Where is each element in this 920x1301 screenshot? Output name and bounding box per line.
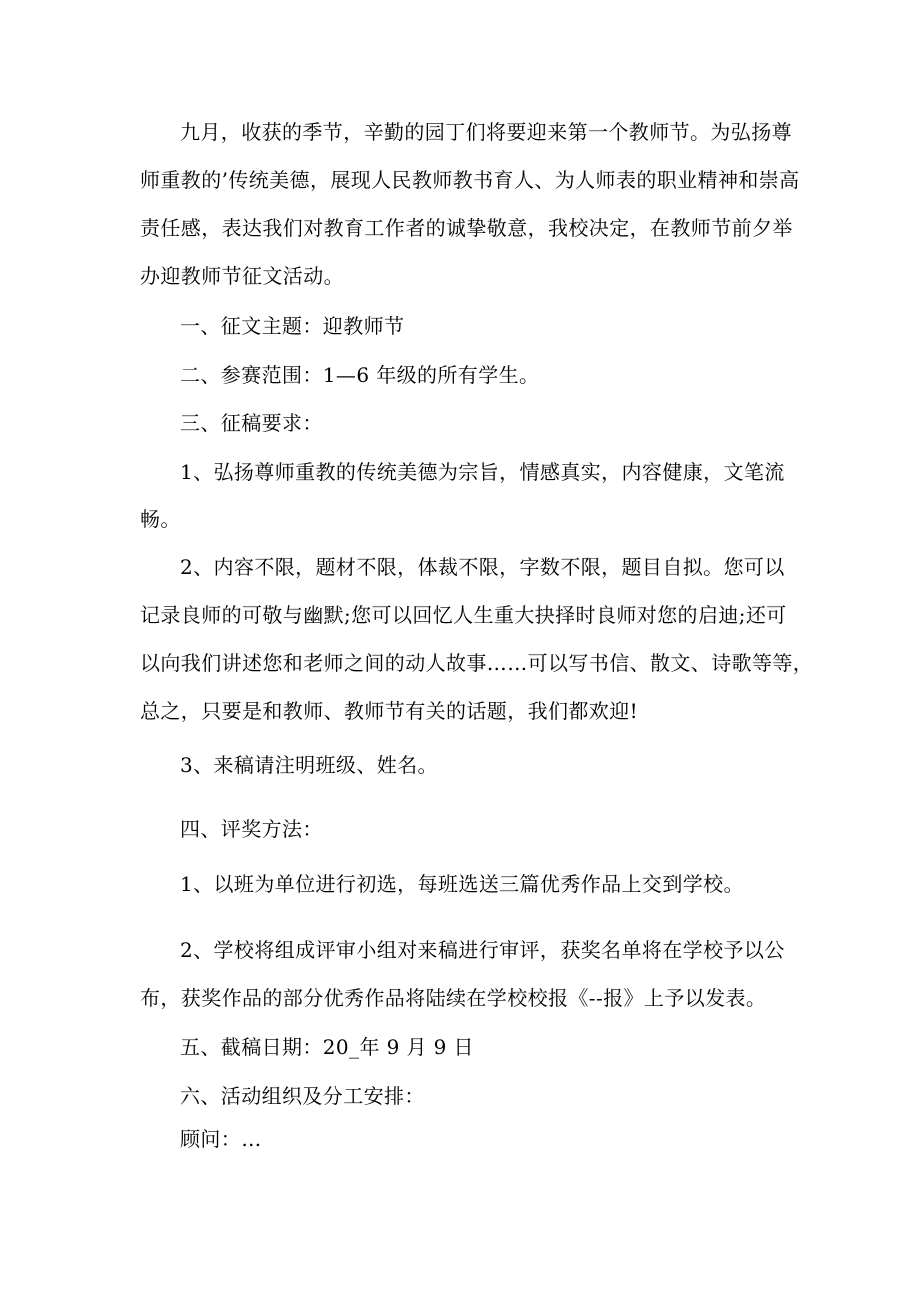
award-rule-2-line-2: 布，获奖作品的部分优秀作品将陆续在学校校报《--报》上予以发表。 (140, 986, 767, 1010)
requirement-2-line-1: 2、内容不限，题材不限，体裁不限，字数不限，题目自拟。您可以 (180, 555, 785, 579)
requirement-3: 3、来稿请注明班级、姓名。 (180, 753, 438, 777)
intro-line-3: 责任感，表达我们对教育工作者的诚挚敬意，我校决定，在教师节前夕举 (140, 216, 793, 240)
section-scope: 二、参赛范围：1—6 年级的所有学生。 (180, 363, 540, 387)
intro-line-2: 师重教的’传统美德，展现人民教师教书育人、为人师表的职业精神和崇高 (140, 168, 800, 192)
award-rule-2-line-1: 2、学校将组成评审小组对来稿进行审评，获奖名单将在学校予以公 (180, 938, 785, 962)
section-evaluation: 四、评奖方法： (180, 817, 323, 841)
section-deadline: 五、截稿日期：20_年 9 月 9 日 (180, 1035, 474, 1059)
intro-line-1: 九月，收获的季节，辛勤的园丁们将要迎来第一个教师节。为弘扬尊 (180, 120, 792, 144)
intro-line-4: 办迎教师节征文活动。 (140, 264, 344, 288)
requirement-1-line-1: 1、弘扬尊师重教的传统美德为宗旨，情感真实，内容健康，文笔流 (180, 460, 785, 484)
section-theme: 一、征文主题：迎教师节 (180, 314, 405, 338)
requirement-2-line-2: 记录良师的可敬与幽默;您可以回忆人生重大抉择时良师对您的启迪;还可 (140, 603, 787, 627)
award-rule-1: 1、以班为单位进行初选，每班选送三篇优秀作品上交到学校。 (180, 872, 744, 896)
requirement-1-line-2: 畅。 (140, 507, 181, 531)
requirement-2-line-3: 以向我们讲述您和老师之间的动人故事……可以写书信、散文、诗歌等等， (140, 651, 814, 675)
section-organization: 六、活动组织及分工安排： (180, 1084, 425, 1108)
section-requirements: 三、征稿要求： (180, 411, 323, 435)
advisor-line: 顾问：… (180, 1127, 262, 1151)
requirement-2-line-4: 总之，只要是和教师、教师节有关的话题，我们都欢迎! (140, 699, 639, 723)
